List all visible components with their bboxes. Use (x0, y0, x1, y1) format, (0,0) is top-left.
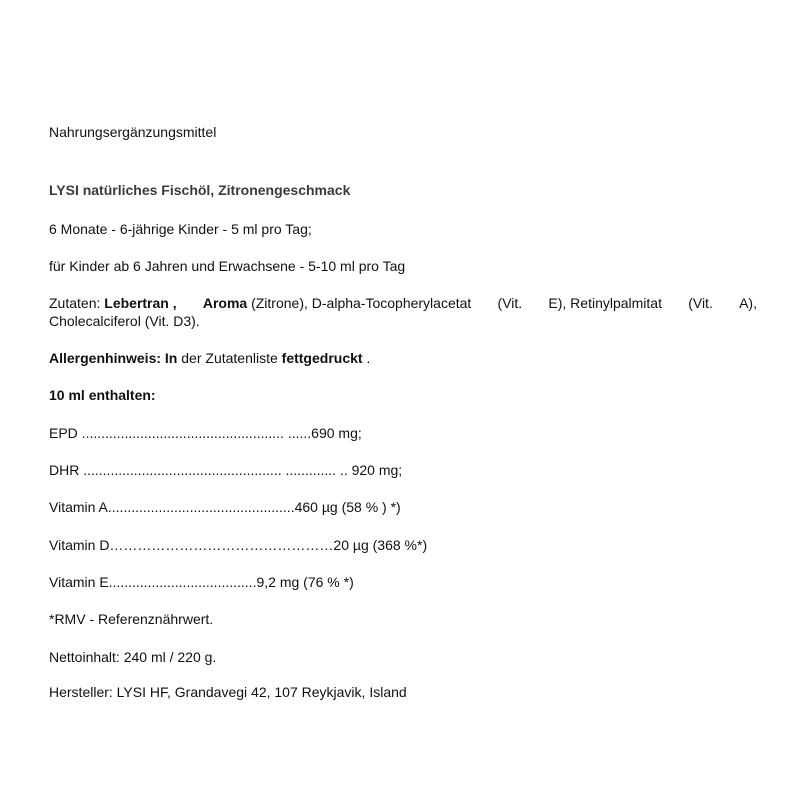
product-title: LYSI natürliches Fischöl, Zitronengeschmack (49, 182, 351, 198)
ingredient-vit-e-close: E), Retinylpalmitat (548, 295, 662, 311)
allergen-in: In (164, 350, 178, 366)
ingredients-line-1 (49, 294, 757, 312)
nutrient-dhr: DHR ................................................... ............. .. 920 mg; (49, 462, 403, 478)
ingredients-label-group (49, 294, 177, 312)
nutrient-vitamin-e: Vitamin E......................................9,2 mg (76 % *) (49, 574, 354, 590)
ingredient-aroma-group (203, 294, 471, 312)
ingredient-aroma: Aroma (202, 295, 248, 311)
ingredient-vit-e-open: (Vit. (497, 295, 523, 311)
allergen-end: . (366, 350, 371, 366)
allergen-note (49, 349, 370, 367)
ingredient-zitrone: (Zitrone), D-alpha-Tocopherylacetat (251, 295, 472, 311)
allergen-text: der Zutatenliste (181, 350, 278, 366)
ingredient-lebertran: Lebertran , (104, 295, 177, 311)
nutrient-epd: EPD .................................................... ......690 mg; (49, 425, 362, 441)
allergen-label: Allergenhinweis: (49, 350, 162, 366)
ingredients-label: Zutaten: (49, 295, 101, 311)
ingredient-vit-a-open: (Vit. (688, 295, 713, 311)
nutrient-vitamin-d: Vitamin D…………………………………………20 µg (368 %*) (49, 537, 428, 553)
contains-heading: 10 ml enthalten: (49, 387, 156, 403)
ingredients-line-2: Cholecalciferol (Vit. D3). (49, 313, 200, 329)
product-category: Nahrungsergänzungsmittel (49, 124, 217, 140)
ingredients-paragraph (49, 294, 757, 330)
net-content: Nettoinhalt: 240 ml / 220 g. (49, 649, 217, 665)
manufacturer: Hersteller: LYSI HF, Grandavegi 42, 107 Reykjavik, Island (49, 684, 407, 700)
allergen-bold-word: fettgedruckt (281, 350, 363, 366)
ingredient-vit-a-close: A), (739, 295, 757, 311)
dosage-adults: für Kinder ab 6 Jahren und Erwachsene - 5-10 ml pro Tag (49, 258, 406, 274)
rmv-note: *RMV - Referenznährwert. (49, 611, 214, 627)
dosage-children: 6 Monate - 6-jährige Kinder - 5 ml pro Tag; (49, 221, 312, 237)
nutrient-vitamin-a: Vitamin A................................................460 µg (58 % ) *) (49, 499, 401, 515)
